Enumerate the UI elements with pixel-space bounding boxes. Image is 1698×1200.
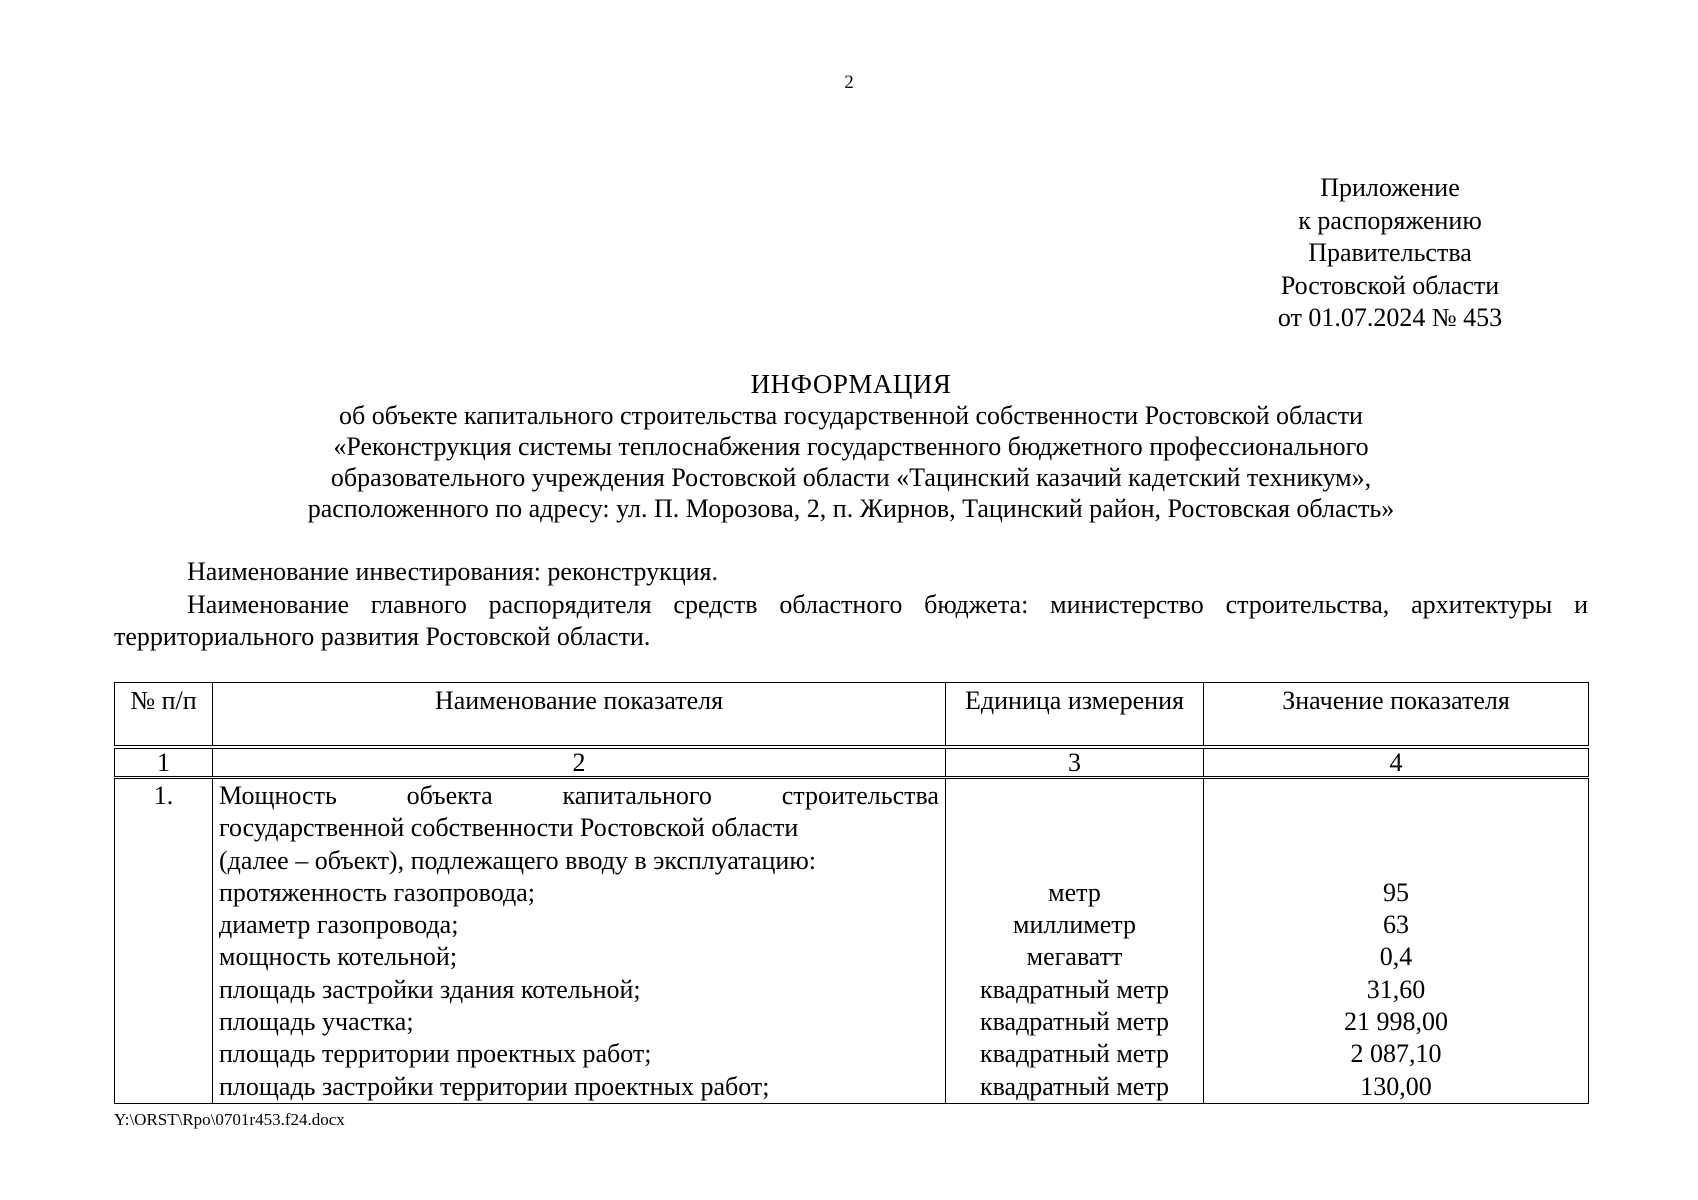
table-row — [115, 778, 1589, 1104]
appendix-block — [1230, 172, 1550, 335]
item-value: 0,4 — [1379, 942, 1413, 972]
value-cell — [1204, 778, 1589, 1104]
appendix-line: от 01.07.2024 № 453 — [1277, 303, 1503, 332]
item-name: протяженность газопровода; — [219, 877, 536, 907]
title-line: «Реконструкция системы теплоснабжения государственного бюджетного профессионального — [333, 432, 1369, 461]
column-number: 1 — [115, 747, 213, 778]
item-name: площадь застройки территории проектных работ; — [219, 1071, 770, 1101]
intro-word: Мощность — [219, 781, 337, 810]
title-heading: ИНФОРМАЦИЯ — [750, 369, 952, 399]
item-name: площадь застройки здания котельной; — [219, 974, 641, 1004]
header-indicator-name: Наименование показателя — [213, 683, 946, 748]
item-value: 95 — [1383, 877, 1409, 907]
column-number: 4 — [1204, 747, 1589, 778]
item-unit: миллиметр — [1013, 910, 1136, 940]
header-number: № п/п — [115, 683, 213, 748]
header-unit: Единица измерения — [946, 683, 1204, 748]
appendix-line: Ростовской области — [1280, 270, 1500, 300]
column-number: 2 — [213, 747, 946, 778]
file-path: Y:\ORST\Rpo\0701r453.f24.docx — [114, 1110, 345, 1129]
intro-word: строительства — [781, 781, 939, 810]
appendix-line: к распоряжению — [1298, 205, 1482, 235]
item-value: 21 998,00 — [1344, 1007, 1448, 1037]
intro-word: объекта — [406, 781, 493, 810]
distributor-paragraph: Наименование главного распорядителя средств областного бюджета: министерство строительства, архитектуры и территориального развития Ростовской области. — [114, 590, 1588, 651]
item-value: 2 087,10 — [1350, 1039, 1442, 1069]
item-value: 130,00 — [1360, 1071, 1432, 1101]
appendix-line: Приложение — [1320, 173, 1460, 202]
title-line: расположенного по адресу: ул. П. Морозова, 2, п. Жирнов, Тацинский район, Ростовская область» — [307, 494, 1395, 523]
column-number: 3 — [946, 747, 1204, 778]
intro-line: государственной собственности Ростовской области — [219, 813, 799, 843]
table-header-row — [115, 683, 1589, 748]
header-value: Значение показателя — [1204, 683, 1589, 748]
item-unit: квадратный метр — [979, 1007, 1170, 1037]
title-line: об объекте капитального строительства государственной собственности Ростовской области — [339, 401, 1363, 430]
item-unit: квадратный метр — [979, 1071, 1170, 1101]
item-unit: мегаватт — [1026, 942, 1123, 972]
indicators-table — [114, 682, 1589, 1104]
appendix-line: Правительства — [1308, 238, 1472, 267]
item-name: диаметр газопровода; — [219, 910, 459, 940]
document-title — [100, 369, 1602, 524]
column-numbers-row — [115, 747, 1589, 778]
item-value: 31,60 — [1366, 974, 1426, 1004]
unit-cell — [946, 778, 1204, 1104]
item-unit: квадратный метр — [979, 1039, 1170, 1069]
investment-paragraph: Наименование инвестирования: реконструкция. — [187, 557, 718, 586]
title-line: образовательного учреждения Ростовской области «Тацинский казачий кадетский техникум», — [330, 463, 1372, 492]
item-unit: метр — [1048, 877, 1101, 907]
page-number: 2 — [844, 72, 854, 93]
item-name: площадь территории проектных работ; — [219, 1039, 652, 1069]
item-unit: квадратный метр — [979, 974, 1170, 1004]
item-value: 63 — [1383, 910, 1409, 940]
intro-line: (далее – объект), подлежащего вводу в эксплуатацию: — [219, 845, 816, 875]
intro-first-line — [219, 780, 939, 812]
item-name: мощность котельной; — [219, 942, 458, 972]
intro-word: капитального — [562, 781, 712, 810]
indicator-name-cell — [213, 778, 946, 1104]
item-name: площадь участка; — [219, 1007, 414, 1037]
row-number: 1. — [115, 778, 213, 1104]
